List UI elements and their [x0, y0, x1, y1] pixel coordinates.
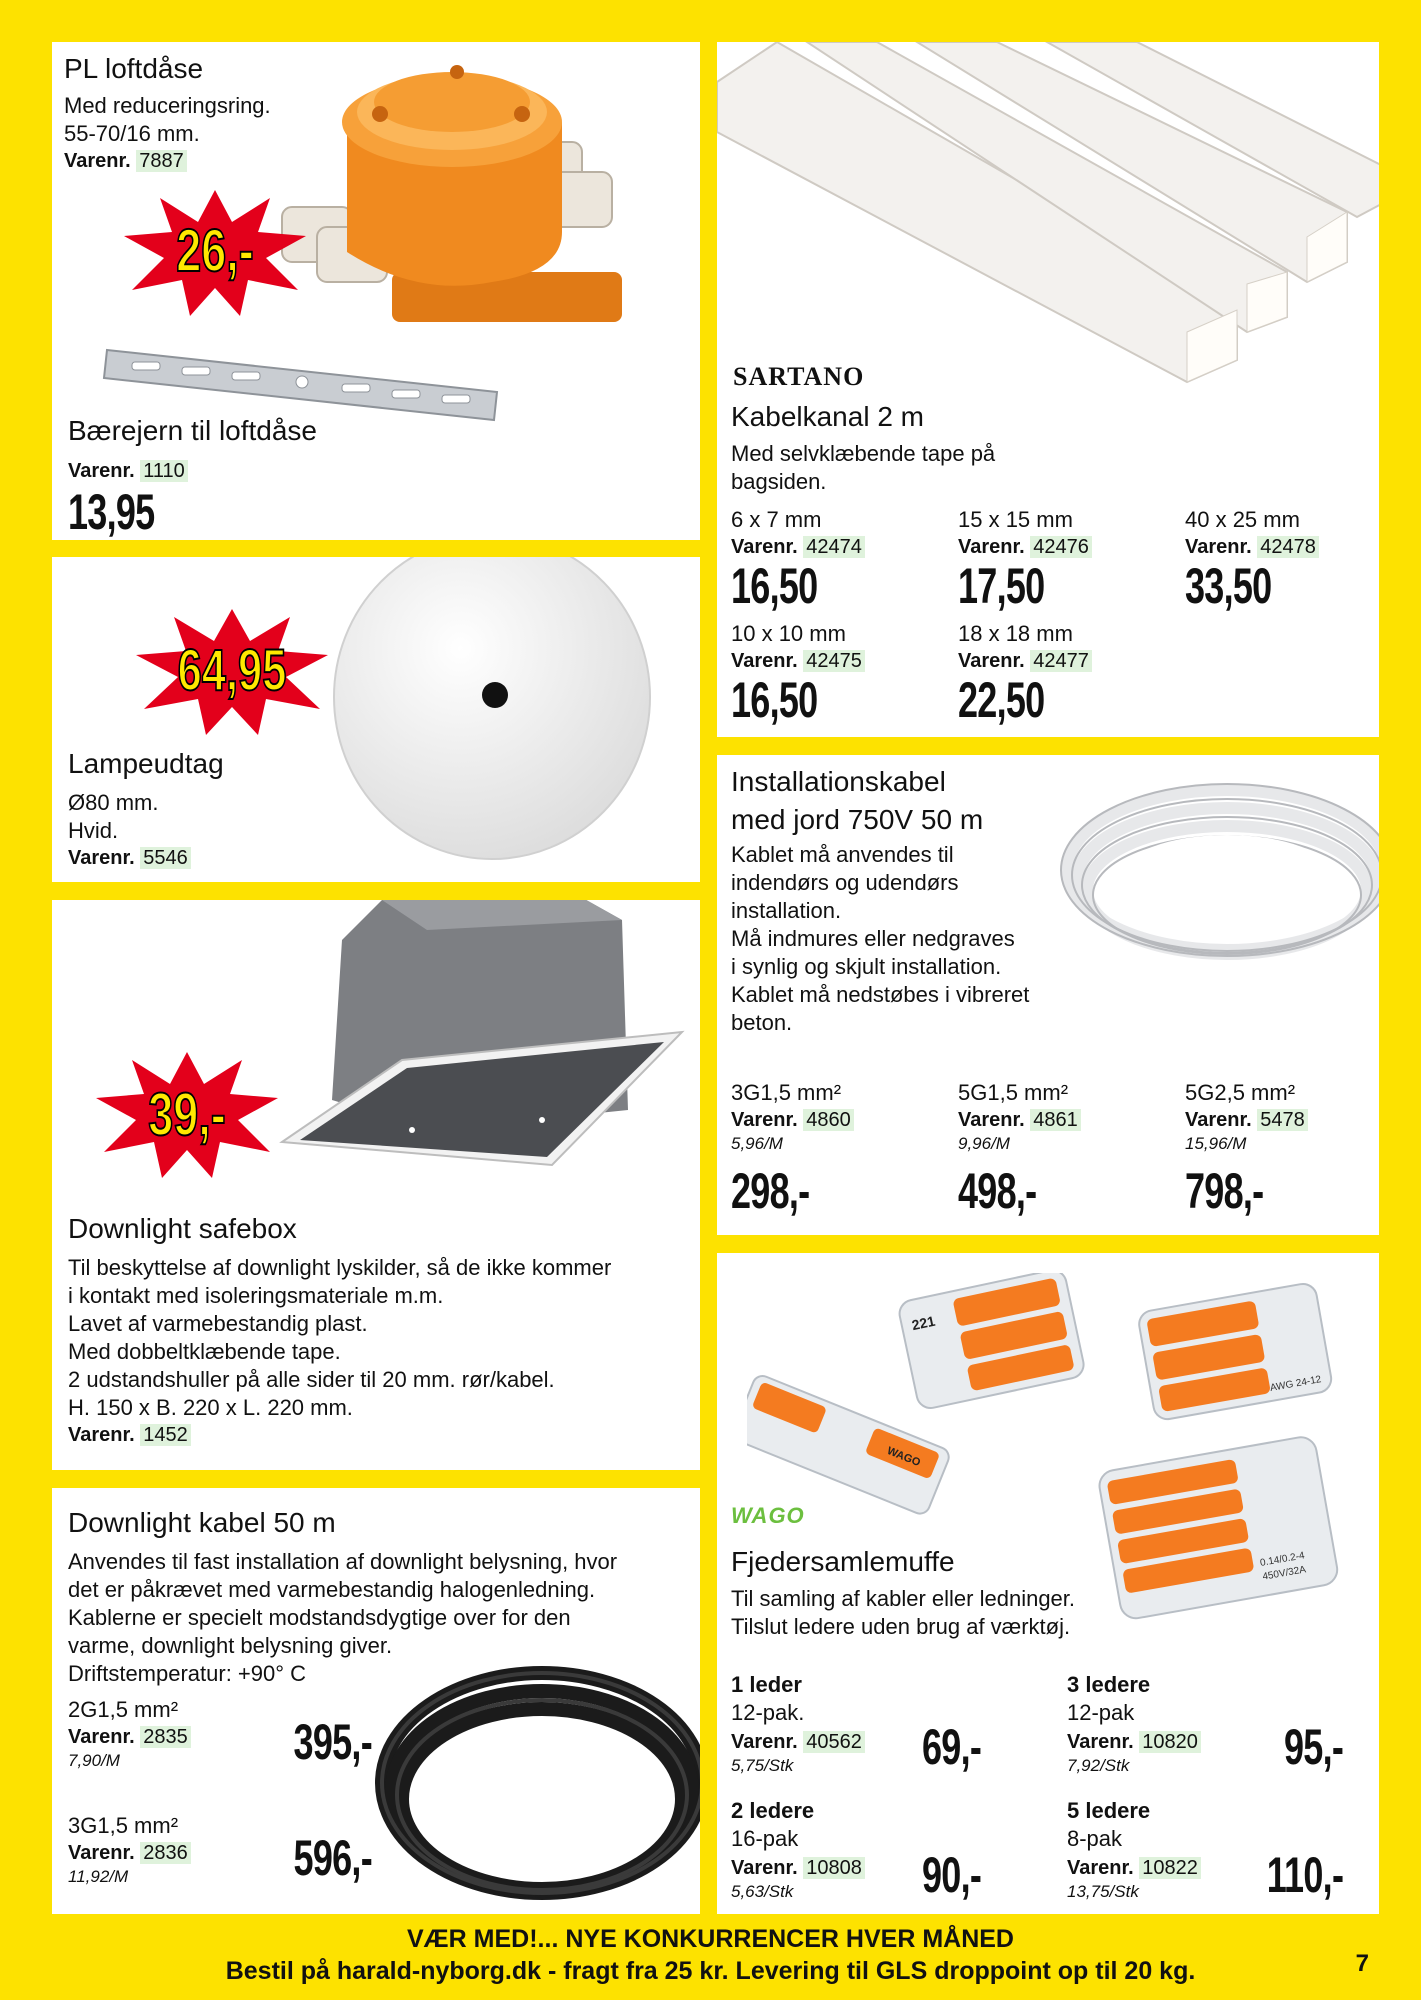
price: 95,- — [1283, 1719, 1343, 1775]
varenr-line: Varenr. 42476 — [958, 534, 1092, 560]
varenr-line: Varenr. 42477 — [958, 648, 1092, 674]
price: 16,50 — [731, 558, 818, 614]
price: 17,50 — [958, 558, 1045, 614]
price: 798,- — [1185, 1163, 1264, 1219]
varenr-line: Varenr. 42475 — [731, 648, 865, 674]
varenr-line: Varenr. 5546 — [68, 845, 191, 871]
varenr-number: 2836 — [140, 1842, 191, 1864]
brand-logo: SARTANO — [733, 362, 865, 391]
varenr-line: Varenr. 42478 — [1185, 534, 1319, 560]
variant-name: 3 ledere — [1067, 1672, 1151, 1697]
varenr-number: 10822 — [1139, 1857, 1201, 1879]
variant-size: 3G1,5 mm² — [68, 1813, 179, 1838]
varenr-number: 40562 — [803, 1731, 865, 1753]
price: 110,- — [1266, 1847, 1343, 1903]
price: 16,50 — [731, 672, 818, 728]
footer-shipping-info[interactable]: Bestil på harald-nyborg.dk - fragt fra 25 kr. Levering til GLS droppoint op til 20 kg. — [225, 1957, 1196, 1985]
product-title: Lampeudtag — [68, 748, 224, 779]
price: 395,- — [293, 1714, 372, 1770]
price: 26,- — [176, 217, 254, 284]
varenr-line: Varenr. 4860 — [731, 1107, 854, 1133]
variant-pack: 12-pak — [1067, 1700, 1135, 1725]
varenr-number: 2835 — [140, 1726, 191, 1748]
varenr-number: 10820 — [1139, 1731, 1201, 1753]
variant-name: 5 ledere — [1067, 1798, 1151, 1823]
product-title: Kabelkanal 2 m — [731, 401, 925, 432]
varenr-line: Varenr. 7887 — [64, 148, 187, 174]
price: 498,- — [958, 1163, 1037, 1219]
price: 90,- — [921, 1847, 981, 1903]
sub-product-title: Bærejern til loftdåse — [68, 415, 318, 446]
unit-price: 5,96/M — [731, 1134, 783, 1153]
product-card-kabelkanal[interactable] — [717, 42, 1379, 737]
cable-duct-image — [717, 42, 1379, 402]
product-description: Til samling af kabler eller ledninger. Tilslut ledere uden brug af værktøj. — [731, 1586, 1076, 1639]
unit-price: 7,90/M — [68, 1751, 120, 1770]
varenr-number: 42477 — [1030, 650, 1092, 672]
price: 22,50 — [958, 672, 1045, 728]
connector-label: WAGO — [885, 1444, 923, 1470]
product-card-safebox[interactable] — [52, 900, 700, 1470]
price: 13,95 — [68, 484, 155, 540]
product-card-downlight-kabel[interactable] — [52, 1488, 700, 1914]
product-title: Installationskabel med jord 750V 50 m — [731, 766, 984, 835]
variant-size: 3G1,5 mm² — [731, 1080, 842, 1105]
unit-price: 9,96/M — [958, 1134, 1010, 1153]
varenr-line: Varenr. 5478 — [1185, 1107, 1308, 1133]
variant-size: 40 x 25 mm — [1185, 507, 1300, 532]
price-burst — [132, 607, 332, 737]
unit-price: 5,63/Stk — [731, 1882, 794, 1901]
variant-size: 6 x 7 mm — [731, 507, 822, 532]
product-description: Til beskyttelse af downlight lyskilder, så de ikke kommer i kontakt med isoleringsmateriale m.m. Lavet af varmebestandig plast. Med dobbeltklæbende tape. 2 udstandshuller på alle sider til 20 mm. rør/kabel. H. 150 x B. 220 x L. 220 mm. — [68, 1255, 612, 1420]
product-description: Ø80 mm. Hvid. — [68, 790, 159, 843]
varenr-line: Varenr. 40562 — [731, 1729, 865, 1755]
variant-pack: 12-pak. — [731, 1700, 805, 1725]
price-burst — [120, 188, 310, 318]
price: 298,- — [731, 1163, 810, 1219]
variant-size: 18 x 18 mm — [958, 621, 1073, 646]
unit-price: 11,92/M — [68, 1867, 129, 1886]
variant-size: 10 x 10 mm — [731, 621, 846, 646]
junction-box-image — [262, 42, 700, 372]
varenr-line: Varenr. 4861 — [958, 1107, 1081, 1133]
page-number: 7 — [1355, 1950, 1369, 1977]
connector-label: 450V/32A — [1261, 1564, 1307, 1583]
product-card-wago[interactable] — [717, 1253, 1379, 1914]
connector-label: 221 — [910, 1312, 937, 1334]
price: 596,- — [293, 1830, 372, 1886]
product-title: PL loftdåse — [64, 53, 204, 84]
varenr-number: 4861 — [1030, 1109, 1081, 1131]
varenr-line: Varenr. 42474 — [731, 534, 865, 560]
unit-price: 13,75/Stk — [1067, 1882, 1139, 1901]
white-cable-coil-image — [1047, 775, 1379, 985]
product-description: Kablet må anvendes til indendørs og udendørs installation. Må indmures eller nedgraves i synlig og skjult installation. Kablet må nedstøbes i vibreret beton. — [731, 842, 1030, 1035]
varenr-line: Varenr. 10822 — [1067, 1855, 1201, 1881]
varenr-line: Varenr. 2835 — [68, 1724, 191, 1750]
varenr-line: Varenr. 2836 — [68, 1840, 191, 1866]
connector-label: 0.14/0.2-4 — [1259, 1550, 1306, 1569]
varenr-number: 42475 — [803, 650, 865, 672]
product-card-lampeudtag[interactable] — [52, 557, 700, 882]
price: 33,50 — [1185, 558, 1272, 614]
variant-pack: 16-pak — [731, 1826, 799, 1851]
varenr-number: 42474 — [803, 536, 865, 558]
product-description: Med selvklæbende tape på bagsiden. — [731, 441, 996, 494]
varenr-number: 5478 — [1257, 1109, 1308, 1131]
varenr-number: 1110 — [140, 460, 188, 482]
variant-pack: 8-pak — [1067, 1826, 1123, 1851]
product-description: Anvendes til fast installation af downlight belysning, hvor det er påkrævet med varmebestandig halogenledning. Kablerne er specielt modstandsdygtige over for den varme, downlight belysning giver. Driftstemperatur: +90° C — [68, 1549, 618, 1686]
price-burst — [92, 1050, 282, 1180]
price: 64,95 — [177, 638, 287, 703]
unit-price: 15,96/M — [1185, 1134, 1247, 1153]
brand-logo: WAGO — [731, 1503, 805, 1528]
ceiling-cover-image — [322, 557, 662, 877]
variant-name: 2 ledere — [731, 1798, 815, 1823]
varenr-line: Varenr. 10808 — [731, 1855, 865, 1881]
product-card-loftdase[interactable] — [52, 42, 700, 540]
connector-label: AWG 24-12 — [1269, 1374, 1323, 1394]
varenr-number: 42478 — [1257, 536, 1319, 558]
varenr-number: 4860 — [803, 1109, 854, 1131]
product-card-installationskabel[interactable] — [717, 755, 1379, 1235]
product-description: Med reduceringsring. 55-70/16 mm. — [64, 93, 271, 146]
footer-headline: VÆR MED!... NYE KONKURRENCER HVER MÅNED — [407, 1925, 1014, 1953]
varenr-number: 42476 — [1030, 536, 1092, 558]
varenr-line: Varenr. 1452 — [68, 1422, 191, 1448]
price: 39,- — [148, 1081, 226, 1148]
varenr-number: 1452 — [140, 1424, 191, 1446]
varenr-number: 10808 — [803, 1857, 865, 1879]
product-title: Downlight kabel 50 m — [68, 1507, 336, 1538]
variant-size: 5G2,5 mm² — [1185, 1080, 1296, 1105]
varenr-number: 5546 — [140, 847, 191, 869]
unit-price: 5,75/Stk — [731, 1756, 794, 1775]
variant-size: 5G1,5 mm² — [958, 1080, 1069, 1105]
safebox-image — [272, 900, 692, 1190]
product-title: Downlight safebox — [68, 1213, 297, 1244]
product-title: Fjedersamlemuffe — [731, 1546, 955, 1577]
price: 69,- — [921, 1719, 981, 1775]
variant-name: 1 leder — [731, 1672, 802, 1697]
unit-price: 7,92/Stk — [1067, 1756, 1130, 1775]
varenr-number: 7887 — [136, 150, 187, 172]
variant-size: 2G1,5 mm² — [68, 1697, 179, 1722]
varenr-line: Varenr. 10820 — [1067, 1729, 1201, 1755]
variant-size: 15 x 15 mm — [958, 507, 1073, 532]
varenr-line: Varenr. 1110 — [68, 458, 188, 484]
